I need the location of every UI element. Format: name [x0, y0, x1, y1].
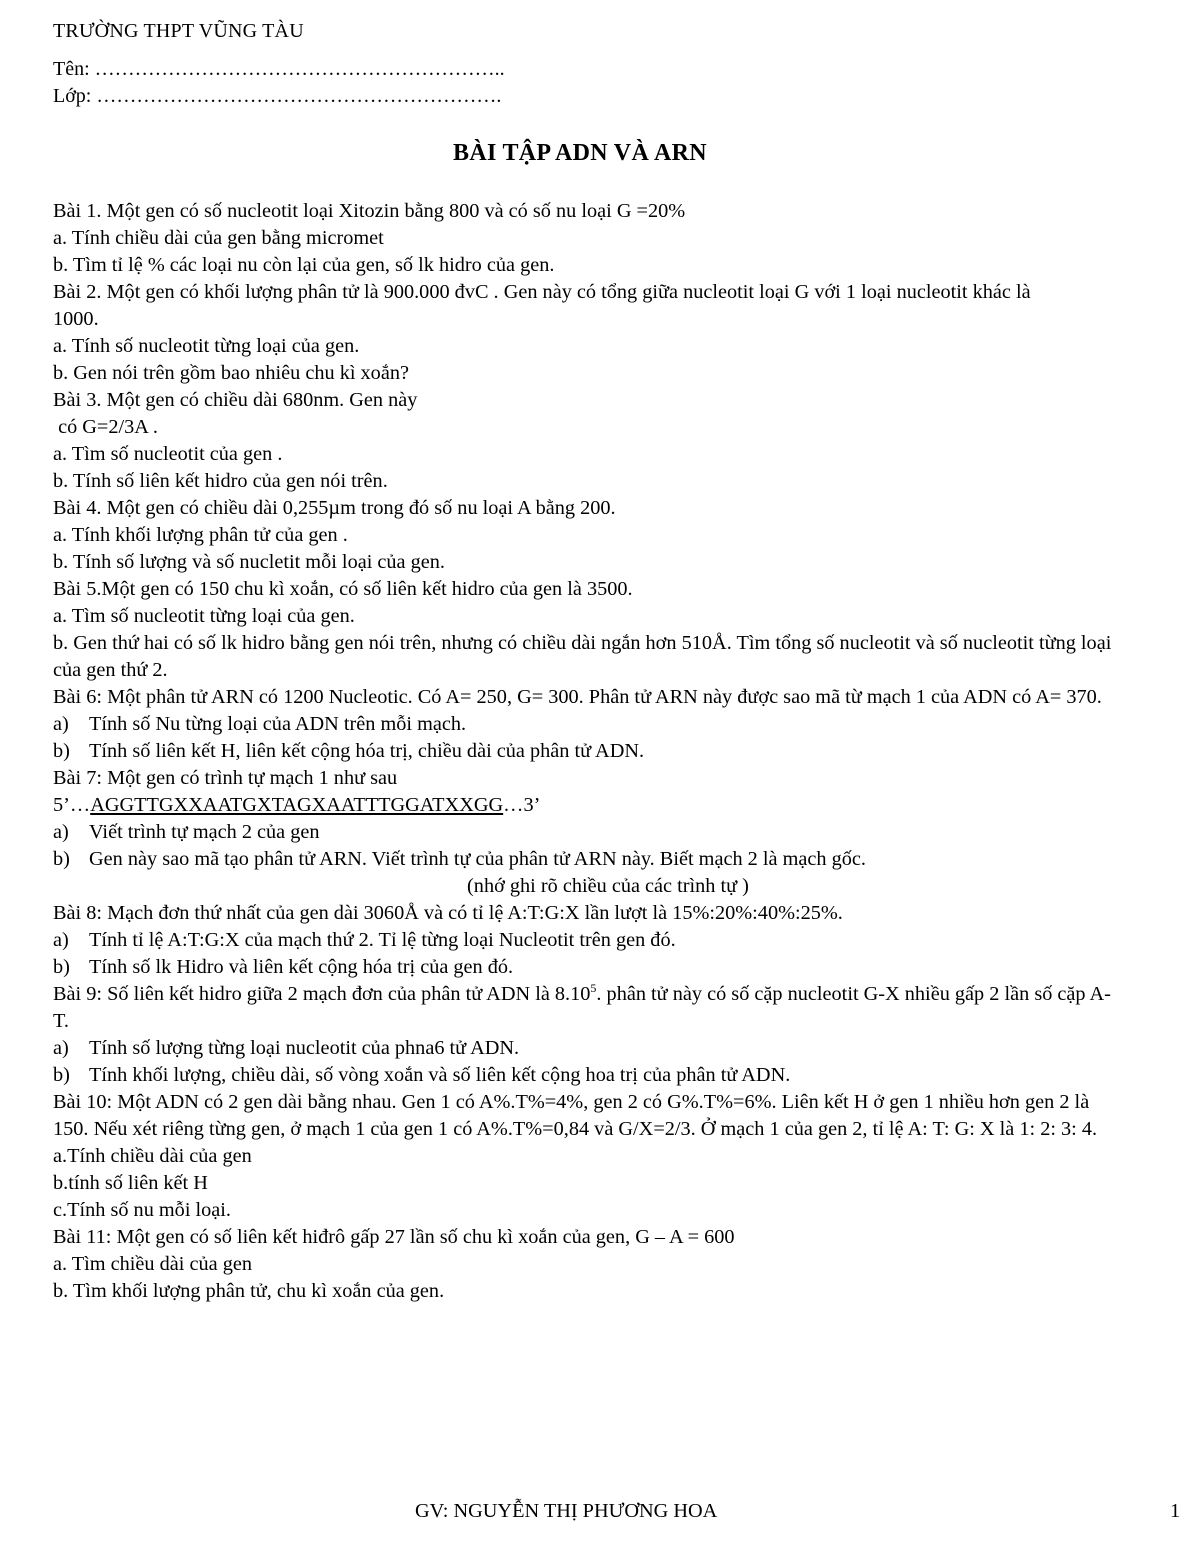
exercise-10-part-c: c.Tính số nu mỗi loại. [53, 1199, 232, 1221]
exercise-10-part-a: a.Tính chiều dài của gen [53, 1145, 252, 1167]
exercise-3-part-a: a. Tìm số nucleotit của gen . [53, 443, 283, 465]
exponent: 5 [590, 981, 597, 996]
exercise-9-part-b-text: Tính khối lượng, chiều dài, số vòng xoắn và số liên kết cộng hoa trị của phân tử ADN. [89, 1064, 791, 1086]
exercise-9-text-start: Bài 9: Số liên kết hidro giữa 2 mạch đơn của phân tử ADN là 8.10 [53, 983, 591, 1005]
exercise-7-note: (nhớ ghi rõ chiều của các trình tự ) [467, 875, 749, 897]
exercise-8-part-a-text: Tính tỉ lệ A:T:G:X của mạch thứ 2. Tỉ lệ từng loại Nucleotit trên gen đó. [89, 929, 676, 951]
exercise-11-prompt: Bài 11: Một gen có số liên kết hiđrô gấp 27 lần số chu kì xoắn của gen, G – A = 600 [53, 1226, 735, 1248]
footer-author: GV: NGUYỄN THỊ PHƯƠNG HOA [415, 1500, 718, 1522]
exercise-8-part-b [53, 954, 1133, 981]
school-name: TRƯỜNG THPT VŨNG TÀU [53, 20, 304, 42]
exercise-10-prompt: Bài 10: Một ADN có 2 gen dài bằng nhau. Gen 1 có A%.T%=4%, gen 2 có G%.T%=6%. Liên kết H ở gen 1 nhiều hơn gen 2 là 150. Nếu xét riêng từng gen, ở mạch 1 của gen 1 có A%.T%=0,84 và G/X=2/3. Ở mạch 1 của gen 2, tỉ lệ A: T: G: X là 1: 2: 3: 4. [53, 1091, 1098, 1140]
exercise-6-part-a [53, 711, 1133, 738]
dna-sequence: AGGTTGXXAATGXTAGXAATTTGGATXXGG [90, 794, 504, 816]
exercise-3-condition: có G=2/3A . [53, 416, 158, 438]
exercise-9-prompt [53, 981, 1113, 1035]
exercise-3-part-b: b. Tính số liên kết hidro của gen nói trên. [53, 470, 388, 492]
list-marker: b) [53, 1064, 70, 1086]
exercise-7-part-b-text: Gen này sao mã tạo phân tử ARN. Viết trình tự của phân tử ARN này. Biết mạch 2 là mạch gốc. [89, 848, 866, 870]
exercise-4-prompt: Bài 4. Một gen có chiều dài 0,255µm trong đó số nu loại A bằng 200. [53, 497, 616, 519]
exercise-2-prompt: Bài 2. Một gen có khối lượng phân tử là 900.000 đvC . Gen này có tổng giữa nucleotit loại G với 1 loại nucleotit khác là 1000. [53, 281, 1031, 330]
exercise-2-part-a: a. Tính số nucleotit từng loại của gen. [53, 335, 360, 357]
exercise-4-part-b: b. Tính số lượng và số nucletit mỗi loại của gen. [53, 551, 445, 573]
exercise-4-part-a: a. Tính khối lượng phân tử của gen . [53, 524, 348, 546]
list-marker: a) [53, 1037, 69, 1059]
student-class-line: Lớp: ……………………………………………………. [53, 85, 502, 107]
exercise-9-text-end: . phân tử này có số cặp nucleotit G-X nhiều gấp 2 lần số cặp A-T. [53, 983, 1111, 1032]
exercise-1-part-a: a. Tính chiều dài của gen bằng micromet [53, 227, 384, 249]
exercise-5-part-a: a. Tìm số nucleotit từng loại của gen. [53, 605, 355, 627]
exercise-5-part-b: b. Gen thứ hai có số lk hidro bằng gen nói trên, nhưng có chiều dài ngắn hơn 510Å. Tìm tổng số nucleotit và số nucleotit từng loại của gen thứ 2. [53, 632, 1112, 681]
sequence-5-prime: 5’… [53, 794, 91, 816]
exercise-11-part-b: b. Tìm khối lượng phân tử, chu kì xoắn của gen. [53, 1280, 445, 1302]
exercise-9-part-b [53, 1062, 1133, 1089]
exercise-8-part-b-text: Tính số lk Hidro và liên kết cộng hóa trị của gen đó. [89, 956, 514, 978]
exercise-list [53, 198, 1133, 1305]
list-marker: b) [53, 956, 70, 978]
exercise-7-sequence [53, 792, 1133, 819]
exercise-8-part-a [53, 927, 1133, 954]
exercise-7-prompt: Bài 7: Một gen có trình tự mạch 1 như sau [53, 767, 398, 789]
exercise-3-prompt: Bài 3. Một gen có chiều dài 680nm. Gen này [53, 389, 418, 411]
exercise-1-prompt: Bài 1. Một gen có số nucleotit loại Xitozin bằng 800 và có số nu loại G =20% [53, 200, 686, 222]
page-number: 1 [1170, 1500, 1181, 1522]
exercise-6-part-b-text: Tính số liên kết H, liên kết cộng hóa trị, chiều dài của phân tử ADN. [89, 740, 645, 762]
exercise-9-part-a [53, 1035, 1133, 1062]
list-marker: a) [53, 821, 69, 843]
exercise-1-part-b: b. Tìm tỉ lệ % các loại nu còn lại của gen, số lk hidro của gen. [53, 254, 555, 276]
exercise-2-part-b: b. Gen nói trên gồm bao nhiêu chu kì xoắn? [53, 362, 409, 384]
exercise-6-prompt: Bài 6: Một phân tử ARN có 1200 Nucleotic. Có A= 250, G= 300. Phân tử ARN này được sao mã từ mạch 1 của ADN có A= 370. [53, 686, 1102, 708]
document-title: BÀI TẬP ADN VÀ ARN [453, 140, 707, 166]
exercise-9-part-a-text: Tính số lượng từng loại nucleotit của phna6 tử ADN. [89, 1037, 520, 1059]
list-marker: b) [53, 848, 70, 870]
exercise-6-part-a-text: Tính số Nu từng loại của ADN trên mỗi mạch. [89, 713, 467, 735]
list-marker: b) [53, 740, 70, 762]
list-marker: a) [53, 713, 69, 735]
list-marker: a) [53, 929, 69, 951]
student-name-line: Tên: …………………………………………………….. [53, 58, 505, 80]
exercise-10-part-b: b.tính số liên kết H [53, 1172, 208, 1194]
exercise-5-prompt: Bài 5.Một gen có 150 chu kì xoắn, có số liên kết hidro của gen là 3500. [53, 578, 633, 600]
exercise-11-part-a: a. Tìm chiều dài của gen [53, 1253, 252, 1275]
exercise-6-part-b [53, 738, 1133, 765]
exercise-7-part-a [53, 819, 1133, 846]
exercise-7-part-a-text: Viết trình tự mạch 2 của gen [89, 821, 320, 843]
exercise-7-part-b [53, 846, 1133, 873]
sequence-3-prime: …3’ [503, 794, 541, 816]
exercise-8-prompt: Bài 8: Mạch đơn thứ nhất của gen dài 3060Å và có tỉ lệ A:T:G:X lần lượt là 15%:20%:40%:25%. [53, 902, 843, 924]
